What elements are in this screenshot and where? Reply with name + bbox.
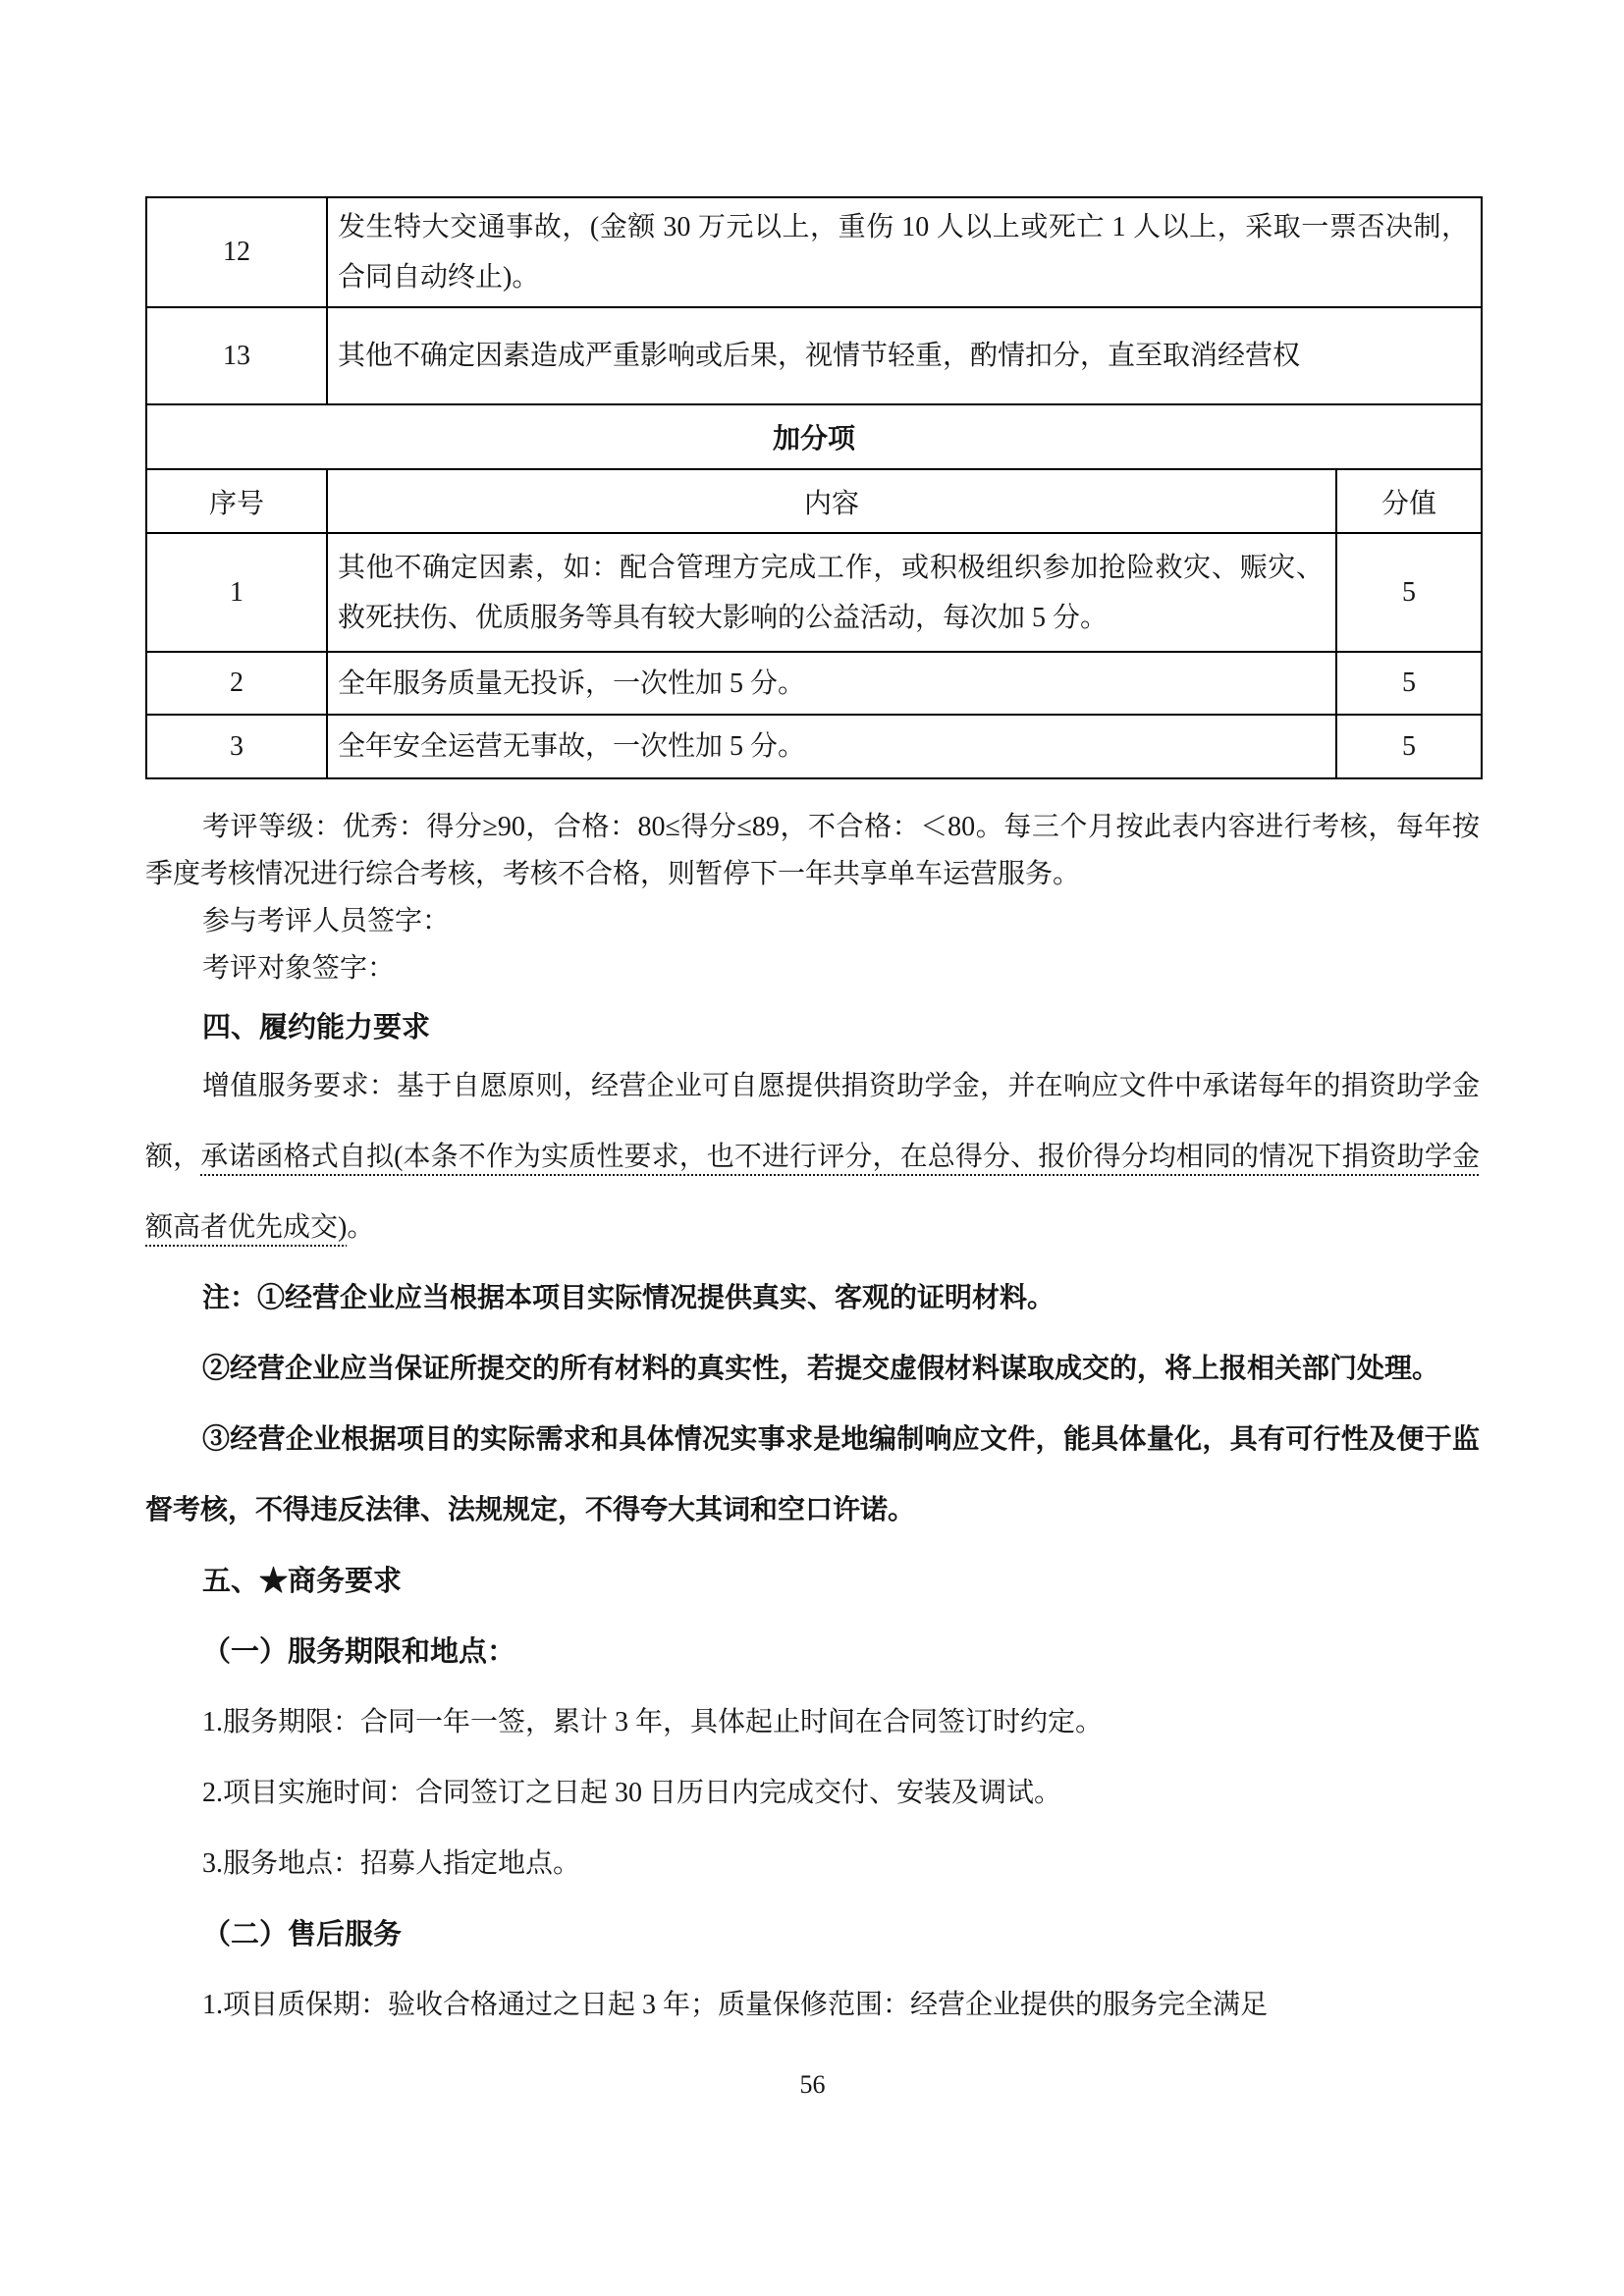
- row-content-cell: 其他不确定因素造成严重影响或后果，视情节轻重，酌情扣分，直至取消经营权: [327, 307, 1482, 404]
- table-header-row: [146, 469, 1482, 533]
- column-header-content: 内容: [327, 469, 1336, 533]
- row-number-cell: 1: [146, 533, 327, 652]
- note-1-paragraph: 注：①经营企业应当根据本项目实际情况提供真实、客观的证明材料。: [202, 1283, 1056, 1313]
- bonus-section-row: [146, 404, 1482, 469]
- row-content-cell: 全年服务质量无投诉，一次性加 5 分。: [327, 652, 1336, 715]
- row-score-cell: 5: [1336, 715, 1482, 778]
- heading-section-5: 五、★商务要求: [202, 1566, 403, 1597]
- table-row: [146, 715, 1482, 778]
- row-score-cell: 5: [1336, 652, 1482, 715]
- note-2-paragraph: ②经营企业应当保证所提交的所有材料的真实性，若提交虚假材料谋取成交的，将上报相关部门处理。: [202, 1354, 1440, 1384]
- grading-scale-paragraph: 考评等级：优秀：得分≥90，合格：80≤得分≤89，不合格：＜80。每三个月按此表内容进行考核，每年按季度考核情况进行综合考核，考核不合格，则暂停下一年共享单车运营服务。: [145, 812, 1480, 889]
- row-number-cell: 12: [146, 197, 327, 307]
- note-3-paragraph: ③经营企业根据项目的实际需求和具体情况实事求是地编制响应文件，能具体量化，具有可行性及便于监督考核，不得违反法律、法规规定，不得夸大其词和空口许诺。: [145, 1424, 1480, 1525]
- column-header-score: 分值: [1336, 469, 1482, 533]
- value-added-pre-text: 增值服务要求：基于自愿原则，经营企业可自愿提供捐资助学金，并在响应文件中承诺每年的捐资助学金额，: [145, 1071, 1480, 1172]
- assessment-table: [145, 196, 1483, 779]
- value-added-service-paragraph: [145, 1051, 1480, 1263]
- heading-section-5-2: （二）售后服务: [202, 1919, 403, 1950]
- row-content-cell: 其他不确定因素，如：配合管理方完成工作，或积极组织参加抢险救灾、赈灾、救死扶伤、优质服务等具有较大影响的公益活动，每次加 5 分。: [327, 533, 1336, 652]
- row-number-cell: 2: [146, 652, 327, 715]
- table-row: [146, 533, 1482, 652]
- heading-section-5-1: （一）服务期限和地点：: [202, 1636, 516, 1668]
- heading-section-4: 四、履约能力要求: [202, 1012, 431, 1043]
- row-score-cell: 5: [1336, 533, 1482, 652]
- subject-signature-line: 考评对象签字：: [202, 953, 396, 984]
- implementation-time-item: 2.项目实施时间：合同签订之日起 30 日历日内完成交付、安装及调试。: [202, 1778, 1062, 1808]
- table-row: [146, 307, 1482, 404]
- bonus-section-title: 加分项: [146, 404, 1482, 469]
- row-number-cell: 13: [146, 307, 327, 404]
- value-added-underlined-text: 承诺函格式自拟(本条不作为实质性要求，也不进行评分，在总得分、报价得分均相同的情况下捐资助学金额高者优先成交): [145, 1142, 1480, 1243]
- row-content-cell: 发生特大交通事故，(金额 30 万元以上，重伤 10 人以上或死亡 1 人以上，采取一票否决制，合同自动终止)。: [327, 197, 1482, 307]
- evaluators-signature-line: 参与考评人员签字：: [202, 906, 451, 936]
- table-row: [146, 652, 1482, 715]
- table-row: [146, 197, 1482, 307]
- value-added-post-text: 。: [347, 1212, 375, 1243]
- page-number: 56: [799, 2070, 826, 2099]
- row-number-cell: 3: [146, 715, 327, 778]
- row-content-cell: 全年安全运营无事故，一次性加 5 分。: [327, 715, 1336, 778]
- warranty-item: 1.项目质保期：验收合格通过之日起 3 年；质量保修范围：经营企业提供的服务完全满足: [202, 1990, 1269, 2020]
- service-location-item: 3.服务地点：招募人指定地点。: [202, 1848, 581, 1879]
- service-term-item: 1.服务期限：合同一年一签，累计 3 年，具体起止时间在合同签订时约定。: [202, 1707, 1104, 1737]
- column-header-number: 序号: [146, 469, 327, 533]
